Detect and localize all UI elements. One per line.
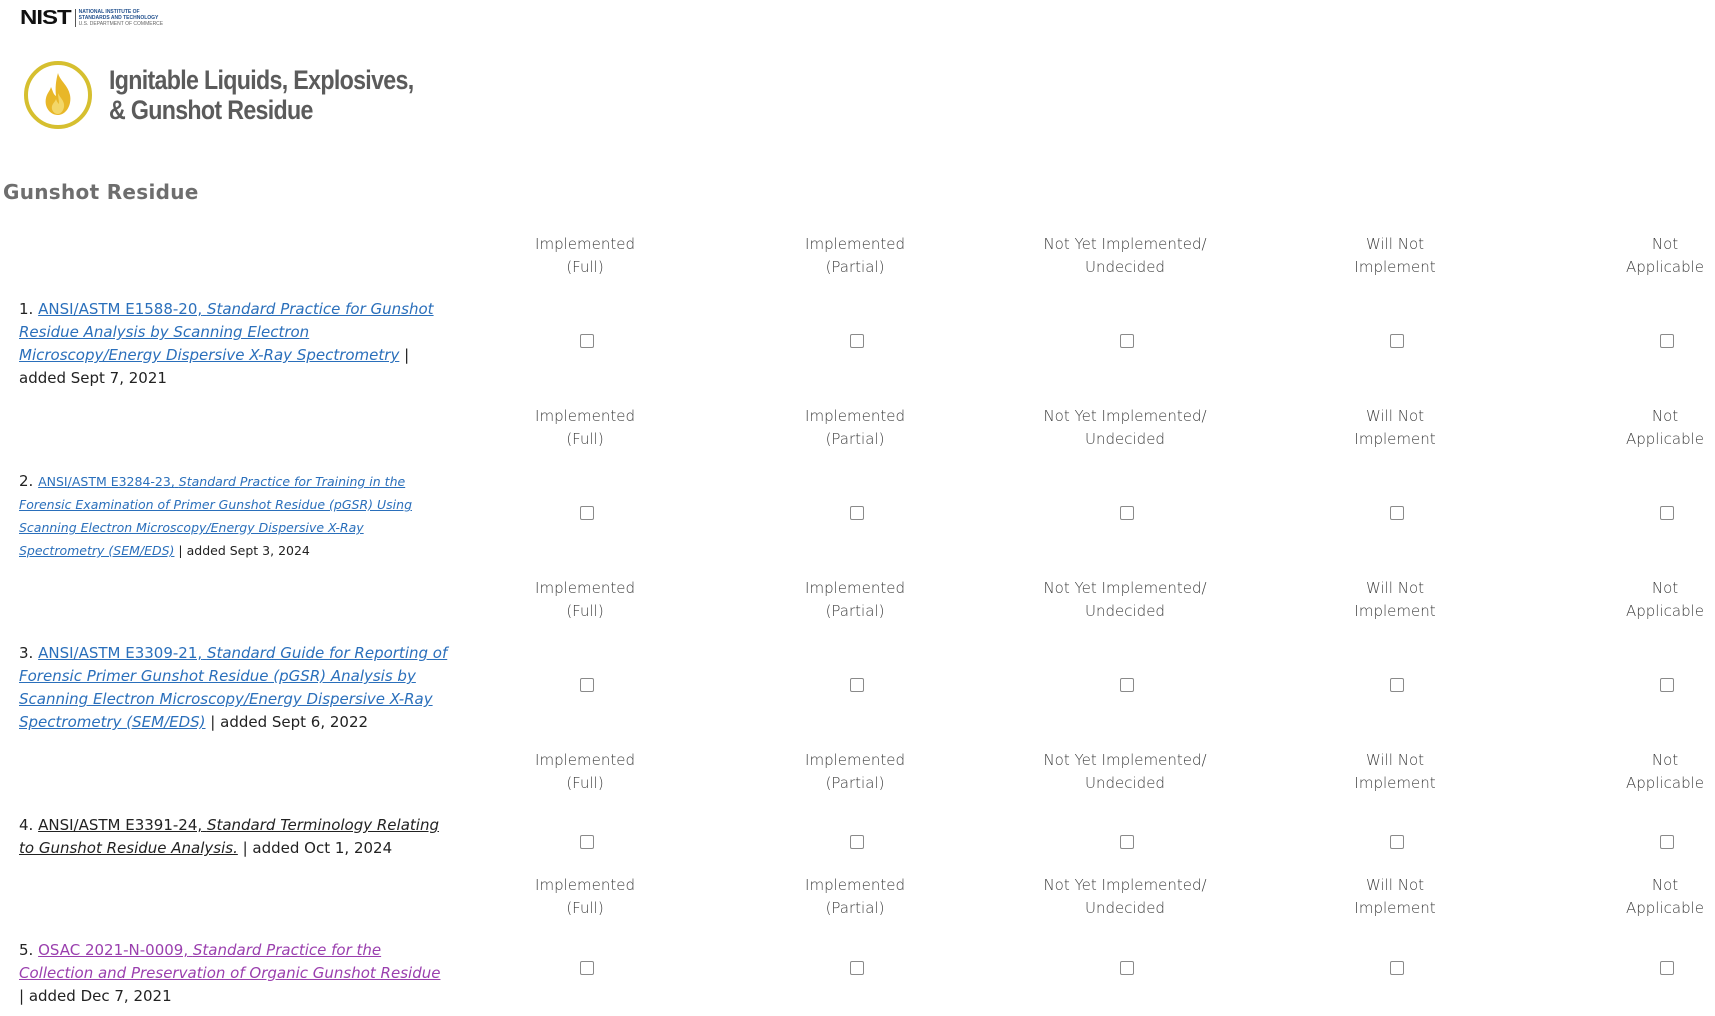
- checkbox-implemented-full[interactable]: [580, 961, 594, 975]
- flame-icon-badge: [24, 61, 92, 129]
- item-number: 4.: [19, 816, 39, 834]
- col-header-implemented-full: Implemented (Full): [535, 579, 635, 620]
- section-logo: [24, 61, 463, 129]
- col-header-implemented-partial: Implemented (Partial): [805, 235, 905, 276]
- checkbox-not-applicable[interactable]: [1660, 835, 1674, 849]
- standard-item-text: [19, 470, 449, 562]
- added-date: | added Sept 3, 2024: [174, 543, 310, 558]
- item-number: 1.: [19, 300, 39, 318]
- col-header-implemented-full: Implemented (Full): [535, 751, 635, 792]
- col-header-not-applicable: Not Applicable: [1626, 407, 1704, 448]
- standard-code: ANSI/ASTM E3284-23,: [38, 474, 175, 489]
- added-date: | added Sept 6, 2022: [205, 713, 369, 731]
- standard-title: Standard Terminology Relating to Gunshot Residue Analysis.: [19, 816, 439, 857]
- checkbox-will-not-implement[interactable]: [1390, 334, 1404, 348]
- col-header-will-not-implement: Will Not Implement: [1354, 751, 1436, 792]
- checkbox-not-applicable[interactable]: [1660, 334, 1674, 348]
- standard-title: Standard Practice for Training in the Forensic Examination of Primer Gunshot Residue (pGSR) Using Scanning Electron Microscopy/Energy Dispersive X-Ray Spectrometry (SEM/EDS): [19, 474, 413, 558]
- added-date: | added Dec 7, 2021: [19, 987, 172, 1005]
- checkbox-will-not-implement[interactable]: [1390, 506, 1404, 520]
- col-header-implemented-full: Implemented (Full): [535, 235, 635, 276]
- checkbox-not-applicable[interactable]: [1660, 961, 1674, 975]
- col-header-will-not-implement: Will Not Implement: [1354, 235, 1436, 276]
- standard-title: Standard Guide for Reporting of Forensic Primer Gunshot Residue (pGSR) Analysis by Scanning Electron Microscopy/Energy Dispersive X-Ray Spectrometry (SEM/EDS): [19, 644, 448, 731]
- checkbox-not-yet-implemented[interactable]: [1120, 678, 1134, 692]
- col-header-implemented-full: Implemented (Full): [535, 876, 635, 917]
- checkbox-will-not-implement[interactable]: [1390, 961, 1404, 975]
- nist-logo[interactable]: [20, 8, 163, 28]
- added-date: | added Sept 7, 2021: [19, 346, 410, 387]
- nist-divider: [75, 9, 76, 27]
- col-header-will-not-implement: Will Not Implement: [1354, 407, 1436, 448]
- checkbox-implemented-partial[interactable]: [850, 835, 864, 849]
- standard-item-text: [19, 939, 449, 1008]
- col-header-not-yet-implemented: Not Yet Implemented/ Undecided: [1043, 876, 1207, 917]
- standard-link[interactable]: [19, 300, 434, 364]
- checkbox-not-yet-implemented[interactable]: [1120, 506, 1134, 520]
- checkbox-implemented-partial[interactable]: [850, 678, 864, 692]
- standard-link[interactable]: [19, 941, 440, 982]
- page-title: Gunshot Residue: [3, 180, 199, 204]
- section-title: [109, 65, 414, 125]
- checkbox-not-applicable[interactable]: [1660, 506, 1674, 520]
- col-header-implemented-partial: Implemented (Partial): [805, 407, 905, 448]
- nist-sub-line2: STANDARDS AND TECHNOLOGY: [78, 15, 159, 21]
- section-title-line1: Ignitable Liquids, Explosives,: [109, 65, 414, 95]
- col-header-not-yet-implemented: Not Yet Implemented/ Undecided: [1043, 407, 1207, 448]
- checkbox-implemented-partial[interactable]: [850, 961, 864, 975]
- checkbox-implemented-full[interactable]: [580, 678, 594, 692]
- checkbox-will-not-implement[interactable]: [1390, 835, 1404, 849]
- checkbox-not-yet-implemented[interactable]: [1120, 835, 1134, 849]
- col-header-not-yet-implemented: Not Yet Implemented/ Undecided: [1043, 751, 1207, 792]
- item-number: 2.: [19, 472, 39, 490]
- flame-icon: [38, 71, 78, 119]
- nist-logo-text: NIST: [20, 6, 71, 30]
- checkbox-not-yet-implemented[interactable]: [1120, 961, 1134, 975]
- standard-item-text: [19, 642, 449, 734]
- col-header-not-applicable: Not Applicable: [1626, 579, 1704, 620]
- added-date: | added Oct 1, 2024: [237, 839, 393, 857]
- item-number: 5.: [19, 941, 39, 959]
- col-header-not-applicable: Not Applicable: [1626, 876, 1704, 917]
- col-header-implemented-partial: Implemented (Partial): [805, 579, 905, 620]
- standard-title: Standard Practice for Gunshot Residue Analysis by Scanning Electron Microscopy/Energy Dispersive X-Ray Spectrometry: [19, 300, 434, 364]
- standard-title: Standard Practice for the Collection and Preservation of Organic Gunshot Residue: [19, 941, 441, 982]
- nist-sub-line3: U.S. DEPARTMENT OF COMMERCE: [78, 21, 164, 27]
- col-header-implemented-full: Implemented (Full): [535, 407, 635, 448]
- checkbox-implemented-full[interactable]: [580, 835, 594, 849]
- section-title-line2: & Gunshot Residue: [109, 95, 313, 125]
- nist-agency-name: [79, 9, 163, 27]
- checkbox-implemented-full[interactable]: [580, 334, 594, 348]
- checkbox-implemented-full[interactable]: [580, 506, 594, 520]
- standard-code: OSAC 2021-N-0009,: [38, 941, 189, 959]
- col-header-not-yet-implemented: Not Yet Implemented/ Undecided: [1043, 235, 1207, 276]
- item-number: 3.: [19, 644, 39, 662]
- nist-sub-line1: NATIONAL INSTITUTE OF: [78, 9, 140, 15]
- col-header-not-applicable: Not Applicable: [1626, 751, 1704, 792]
- nist-tagline: [75, 9, 163, 27]
- checkbox-implemented-partial[interactable]: [850, 506, 864, 520]
- standard-code: ANSI/ASTM E3391-24,: [38, 816, 203, 834]
- standard-code: ANSI/ASTM E1588-20,: [38, 300, 203, 318]
- standard-item-text: [19, 298, 449, 390]
- checkbox-not-yet-implemented[interactable]: [1120, 334, 1134, 348]
- col-header-implemented-partial: Implemented (Partial): [805, 876, 905, 917]
- standard-item-text: [19, 814, 449, 860]
- col-header-not-applicable: Not Applicable: [1626, 235, 1704, 276]
- col-header-not-yet-implemented: Not Yet Implemented/ Undecided: [1043, 579, 1207, 620]
- checkbox-not-applicable[interactable]: [1660, 678, 1674, 692]
- col-header-will-not-implement: Will Not Implement: [1354, 579, 1436, 620]
- col-header-will-not-implement: Will Not Implement: [1354, 876, 1436, 917]
- checkbox-implemented-partial[interactable]: [850, 334, 864, 348]
- checkbox-will-not-implement[interactable]: [1390, 678, 1404, 692]
- col-header-implemented-partial: Implemented (Partial): [805, 751, 905, 792]
- standard-code: ANSI/ASTM E3309-21,: [38, 644, 203, 662]
